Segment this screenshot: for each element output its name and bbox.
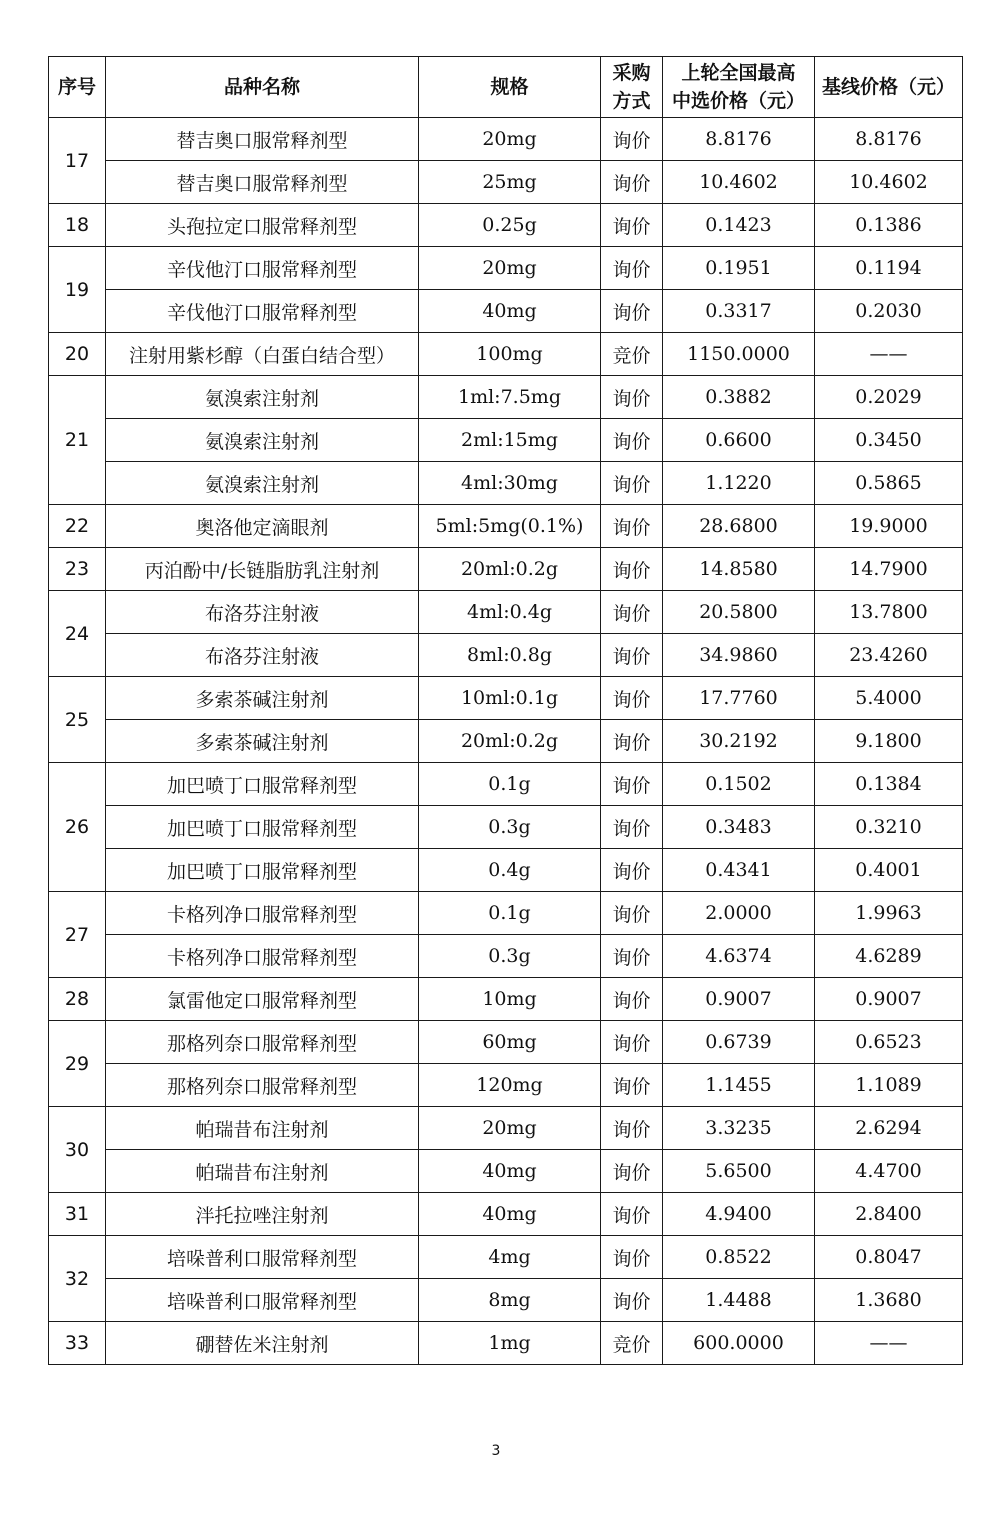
cell-max-price: 4.6374	[663, 935, 815, 978]
cell-name: 替吉奥口服常释剂型	[106, 118, 419, 161]
cell-no: 25	[49, 677, 106, 763]
cell-no: 28	[49, 978, 106, 1021]
cell-spec: 20mg	[419, 247, 601, 290]
cell-base-price: 5.4000	[815, 677, 963, 720]
cell-base-price: 0.8047	[815, 1236, 963, 1279]
cell-base-price: ——	[815, 333, 963, 376]
header-method	[601, 57, 663, 118]
cell-max-price: 1150.0000	[663, 333, 815, 376]
cell-base-price: 14.7900	[815, 548, 963, 591]
cell-max-price: 0.8522	[663, 1236, 815, 1279]
cell-method: 询价	[601, 462, 663, 505]
table-row	[49, 161, 963, 204]
cell-max-price: 2.0000	[663, 892, 815, 935]
cell-max-price: 0.3317	[663, 290, 815, 333]
cell-base-price: 13.7800	[815, 591, 963, 634]
cell-max-price: 600.0000	[663, 1322, 815, 1365]
table-row	[49, 1322, 963, 1365]
cell-max-price: 5.6500	[663, 1150, 815, 1193]
cell-name: 硼替佐米注射剂	[106, 1322, 419, 1365]
cell-spec: 20ml:0.2g	[419, 720, 601, 763]
cell-method: 询价	[601, 849, 663, 892]
cell-method: 询价	[601, 290, 663, 333]
cell-base-price: 1.1089	[815, 1064, 963, 1107]
table-row	[49, 1279, 963, 1322]
cell-spec: 40mg	[419, 1193, 601, 1236]
table-row	[49, 290, 963, 333]
table-row	[49, 634, 963, 677]
cell-no: 30	[49, 1107, 106, 1193]
cell-max-price: 17.7760	[663, 677, 815, 720]
cell-base-price: 0.2029	[815, 376, 963, 419]
cell-spec: 8ml:0.8g	[419, 634, 601, 677]
cell-base-price: 0.1194	[815, 247, 963, 290]
cell-max-price: 0.1502	[663, 763, 815, 806]
table-row	[49, 204, 963, 247]
cell-spec: 20ml:0.2g	[419, 548, 601, 591]
cell-no: 31	[49, 1193, 106, 1236]
table-row	[49, 806, 963, 849]
cell-name: 奥洛他定滴眼剂	[106, 505, 419, 548]
table-row	[49, 419, 963, 462]
cell-method: 询价	[601, 118, 663, 161]
cell-base-price: 1.3680	[815, 1279, 963, 1322]
header-name: 品种名称	[106, 57, 419, 118]
cell-name: 替吉奥口服常释剂型	[106, 161, 419, 204]
cell-base-price: 19.9000	[815, 505, 963, 548]
cell-method: 询价	[601, 591, 663, 634]
cell-name: 多索茶碱注射剂	[106, 677, 419, 720]
cell-max-price: 1.1220	[663, 462, 815, 505]
cell-name: 辛伐他汀口服常释剂型	[106, 247, 419, 290]
cell-base-price: 1.9963	[815, 892, 963, 935]
cell-method: 询价	[601, 1193, 663, 1236]
cell-base-price: 2.8400	[815, 1193, 963, 1236]
cell-max-price: 0.1423	[663, 204, 815, 247]
cell-name: 培哚普利口服常释剂型	[106, 1279, 419, 1322]
cell-base-price: 0.1384	[815, 763, 963, 806]
cell-method: 询价	[601, 548, 663, 591]
cell-name: 加巴喷丁口服常释剂型	[106, 806, 419, 849]
cell-name: 帕瑞昔布注射剂	[106, 1150, 419, 1193]
cell-spec: 40mg	[419, 290, 601, 333]
table-row	[49, 247, 963, 290]
cell-spec: 40mg	[419, 1150, 601, 1193]
cell-spec: 100mg	[419, 333, 601, 376]
cell-method: 询价	[601, 161, 663, 204]
table-row	[49, 1236, 963, 1279]
cell-base-price: 2.6294	[815, 1107, 963, 1150]
cell-max-price: 34.9860	[663, 634, 815, 677]
header-spec: 规格	[419, 57, 601, 118]
cell-max-price: 1.4488	[663, 1279, 815, 1322]
cell-max-price: 1.1455	[663, 1064, 815, 1107]
table-row	[49, 1021, 963, 1064]
cell-method: 询价	[601, 1021, 663, 1064]
cell-no: 17	[49, 118, 106, 204]
cell-base-price: 0.3450	[815, 419, 963, 462]
cell-spec: 20mg	[419, 1107, 601, 1150]
cell-name: 多索茶碱注射剂	[106, 720, 419, 763]
cell-name: 卡格列净口服常释剂型	[106, 892, 419, 935]
cell-no: 32	[49, 1236, 106, 1322]
cell-name: 头孢拉定口服常释剂型	[106, 204, 419, 247]
cell-method: 询价	[601, 720, 663, 763]
cell-method: 询价	[601, 1150, 663, 1193]
cell-method: 询价	[601, 892, 663, 935]
header-max-price-line2: 中选价格（元）	[671, 90, 805, 112]
cell-method: 询价	[601, 935, 663, 978]
cell-no: 18	[49, 204, 106, 247]
header-max-price	[663, 57, 815, 118]
table-row	[49, 677, 963, 720]
cell-max-price: 30.2192	[663, 720, 815, 763]
header-base-price: 基线价格（元）	[815, 57, 963, 118]
cell-base-price: 0.5865	[815, 462, 963, 505]
table-row	[49, 1193, 963, 1236]
cell-spec: 0.3g	[419, 935, 601, 978]
cell-spec: 0.25g	[419, 204, 601, 247]
cell-name: 辛伐他汀口服常释剂型	[106, 290, 419, 333]
cell-spec: 10ml:0.1g	[419, 677, 601, 720]
table-row	[49, 333, 963, 376]
cell-no: 19	[49, 247, 106, 333]
cell-method: 询价	[601, 1236, 663, 1279]
cell-base-price: 0.2030	[815, 290, 963, 333]
cell-base-price: 0.6523	[815, 1021, 963, 1064]
table-row	[49, 548, 963, 591]
cell-no: 27	[49, 892, 106, 978]
cell-method: 询价	[601, 677, 663, 720]
cell-method: 竞价	[601, 1322, 663, 1365]
cell-method: 询价	[601, 376, 663, 419]
cell-method: 询价	[601, 505, 663, 548]
cell-spec: 60mg	[419, 1021, 601, 1064]
cell-name: 泮托拉唑注射剂	[106, 1193, 419, 1236]
cell-name: 氨溴索注射剂	[106, 462, 419, 505]
cell-method: 询价	[601, 247, 663, 290]
cell-method: 询价	[601, 419, 663, 462]
cell-base-price: 10.4602	[815, 161, 963, 204]
cell-base-price: 0.3210	[815, 806, 963, 849]
cell-spec: 5ml:5mg(0.1%)	[419, 505, 601, 548]
price-table	[48, 56, 963, 1365]
table-row	[49, 591, 963, 634]
cell-spec: 2ml:15mg	[419, 419, 601, 462]
cell-name: 培哚普利口服常释剂型	[106, 1236, 419, 1279]
cell-spec: 10mg	[419, 978, 601, 1021]
table-body	[49, 118, 963, 1365]
cell-max-price: 0.3882	[663, 376, 815, 419]
table-row	[49, 376, 963, 419]
cell-method: 询价	[601, 1064, 663, 1107]
cell-max-price: 0.3483	[663, 806, 815, 849]
cell-spec: 0.1g	[419, 763, 601, 806]
cell-max-price: 20.5800	[663, 591, 815, 634]
table-row	[49, 892, 963, 935]
cell-spec: 8mg	[419, 1279, 601, 1322]
cell-max-price: 14.8580	[663, 548, 815, 591]
page-number: 3	[491, 1443, 501, 1459]
cell-name: 那格列奈口服常释剂型	[106, 1064, 419, 1107]
cell-base-price: 4.4700	[815, 1150, 963, 1193]
cell-no: 21	[49, 376, 106, 505]
cell-max-price: 0.4341	[663, 849, 815, 892]
table-row	[49, 462, 963, 505]
cell-base-price: 0.9007	[815, 978, 963, 1021]
table-row	[49, 849, 963, 892]
cell-base-price: ——	[815, 1322, 963, 1365]
cell-base-price: 23.4260	[815, 634, 963, 677]
cell-method: 询价	[601, 1107, 663, 1150]
cell-name: 那格列奈口服常释剂型	[106, 1021, 419, 1064]
table-row	[49, 118, 963, 161]
cell-name: 注射用紫杉醇（白蛋白结合型）	[106, 333, 419, 376]
cell-max-price: 0.9007	[663, 978, 815, 1021]
cell-max-price: 4.9400	[663, 1193, 815, 1236]
cell-base-price: 0.4001	[815, 849, 963, 892]
cell-spec: 25mg	[419, 161, 601, 204]
cell-name: 氯雷他定口服常释剂型	[106, 978, 419, 1021]
cell-spec: 0.3g	[419, 806, 601, 849]
cell-no: 24	[49, 591, 106, 677]
cell-no: 20	[49, 333, 106, 376]
cell-method: 询价	[601, 204, 663, 247]
table-row	[49, 1064, 963, 1107]
cell-name: 加巴喷丁口服常释剂型	[106, 763, 419, 806]
cell-name: 加巴喷丁口服常释剂型	[106, 849, 419, 892]
cell-spec: 4ml:0.4g	[419, 591, 601, 634]
cell-base-price: 9.1800	[815, 720, 963, 763]
cell-method: 询价	[601, 1279, 663, 1322]
cell-name: 丙泊酚中/长链脂肪乳注射剂	[106, 548, 419, 591]
cell-no: 22	[49, 505, 106, 548]
cell-spec: 120mg	[419, 1064, 601, 1107]
table-row	[49, 1107, 963, 1150]
cell-name: 卡格列净口服常释剂型	[106, 935, 419, 978]
cell-spec: 4ml:30mg	[419, 462, 601, 505]
cell-no: 23	[49, 548, 106, 591]
header-method-line1: 采购	[612, 62, 651, 84]
table-row	[49, 720, 963, 763]
table-row	[49, 1150, 963, 1193]
cell-max-price: 0.1951	[663, 247, 815, 290]
cell-method: 询价	[601, 806, 663, 849]
cell-name: 布洛芬注射液	[106, 634, 419, 677]
table-header-row	[49, 57, 963, 118]
cell-max-price: 3.3235	[663, 1107, 815, 1150]
cell-max-price: 0.6600	[663, 419, 815, 462]
cell-spec: 0.1g	[419, 892, 601, 935]
cell-method: 竞价	[601, 333, 663, 376]
cell-spec: 1mg	[419, 1322, 601, 1365]
cell-method: 询价	[601, 978, 663, 1021]
table-row	[49, 505, 963, 548]
cell-max-price: 8.8176	[663, 118, 815, 161]
cell-max-price: 0.6739	[663, 1021, 815, 1064]
table-row	[49, 935, 963, 978]
cell-base-price: 8.8176	[815, 118, 963, 161]
header-max-price-line1: 上轮全国最高	[681, 62, 796, 84]
cell-method: 询价	[601, 634, 663, 677]
cell-name: 氨溴索注射剂	[106, 376, 419, 419]
cell-no: 33	[49, 1322, 106, 1365]
cell-spec: 1ml:7.5mg	[419, 376, 601, 419]
cell-name: 氨溴索注射剂	[106, 419, 419, 462]
cell-base-price: 0.1386	[815, 204, 963, 247]
cell-no: 29	[49, 1021, 106, 1107]
header-method-line2: 方式	[612, 90, 651, 112]
cell-base-price: 4.6289	[815, 935, 963, 978]
cell-no: 26	[49, 763, 106, 892]
cell-method: 询价	[601, 763, 663, 806]
cell-spec: 20mg	[419, 118, 601, 161]
cell-max-price: 28.6800	[663, 505, 815, 548]
cell-spec: 4mg	[419, 1236, 601, 1279]
cell-name: 帕瑞昔布注射剂	[106, 1107, 419, 1150]
cell-name: 布洛芬注射液	[106, 591, 419, 634]
table-row	[49, 978, 963, 1021]
cell-spec: 0.4g	[419, 849, 601, 892]
cell-max-price: 10.4602	[663, 161, 815, 204]
table-row	[49, 763, 963, 806]
header-no: 序号	[49, 57, 106, 118]
